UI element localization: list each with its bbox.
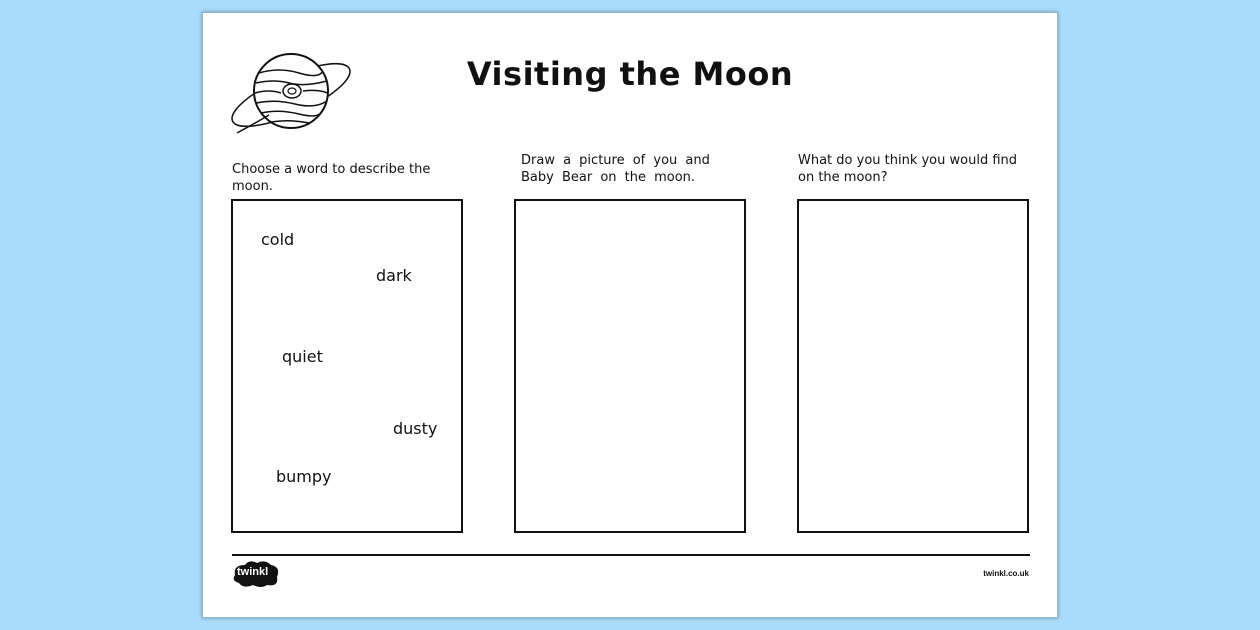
prompt-find-on-moon: What do you think you would find on the moon? (798, 153, 1018, 185)
word-dusty[interactable]: dusty (393, 419, 438, 438)
word-bumpy[interactable]: bumpy (276, 467, 332, 486)
word-dark[interactable]: dark (376, 266, 412, 285)
worksheet-title: Visiting the Moon (466, 55, 794, 93)
worksheet-page (202, 12, 1058, 618)
word-choice-box (231, 199, 463, 533)
drawing-box[interactable] (514, 199, 746, 533)
word-cold[interactable]: cold (261, 230, 295, 249)
website-url[interactable]: twinkl.co.uk (983, 569, 1029, 578)
twinkl-logo-text: twinkl (237, 566, 269, 578)
prompt-draw-picture: Draw a picture of you and Baby Bear on the moon. (521, 153, 710, 185)
footer-divider (232, 554, 1030, 556)
word-quiet[interactable]: quiet (282, 347, 323, 366)
prompt-describe-word: Choose a word to describe the moon. (232, 162, 431, 194)
answer-box[interactable] (797, 199, 1029, 533)
